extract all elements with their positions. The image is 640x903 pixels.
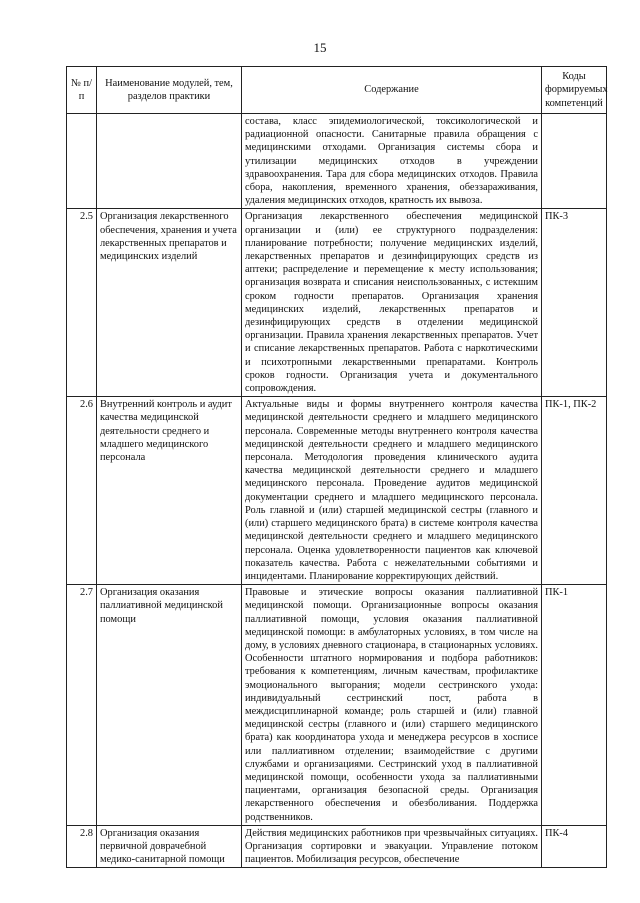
row-num xyxy=(67,114,97,209)
row-codes: ПК-1 xyxy=(542,585,607,826)
table-row xyxy=(67,209,607,397)
row-name xyxy=(97,114,242,209)
table-row xyxy=(67,585,607,826)
header-content: Содержание xyxy=(242,67,542,114)
table-row xyxy=(67,825,607,868)
row-codes xyxy=(542,114,607,209)
row-name: Внутренний контроль и аудит качества медицинской деятельности среднего и младшего медицинского персонала xyxy=(97,397,242,585)
header-codes: Коды формируемых компетенций xyxy=(542,67,607,114)
row-content: Организация лекарственного обеспечения медицинской организации и (или) ее структурного подразделения: планирование потребности; получение медицинских изделий, лекарственных препаратов и дезинфицирующих средств из аптеки; распределение и перемещение к месту использования; организация возврата и списания неиспользованных, с истекшим сроком годности препаратов. Организация хранения медицинских изделий, лекарственных препаратов и дезинфицирующих средств в отделении медицинской организации. Правила хранения лекарственных препаратов. Учет и списание лекарственных препаратов. Работа с наркотическими и психотропными лекарственными препаратами. Контроль сроков годности. Организация учета и документального сопровождения. xyxy=(242,209,542,397)
row-name: Организация лекарственного обеспечения, хранения и учета лекарственных препаратов и медицинских изделий xyxy=(97,209,242,397)
row-content: Правовые и этические вопросы оказания паллиативной медицинской помощи. Организационные вопросы оказания паллиативной помощи, условия оказания паллиативной медицинской помощи: в амбулаторных условиях, в том числе на дому, в условиях дневного стационара, в стационарных условиях. Особенности штатного нормирования и подбора работников: требования к компетенциям, личным качествам, профилактике эмоционального выгорания; модели сестринского ухода: индивидуальный сестринский пост, работа в междисциплинарной команде; роль старшей и (или) главной медицинской сестры (главного и (или) старшего медицинского брата) как координатора ухода и менеджера ресурсов в хосписе или паллиативном отделении; взаимодействие с другими службами и организациями. Сестринский уход в паллиативной медицинской помощи, особенности ухода за паллиативными пациентами, организация безопасной среды. Организация лекарственного обеспечения и обезболивания. Поддержка родственников. xyxy=(242,585,542,826)
row-num: 2.8 xyxy=(67,825,97,868)
row-codes: ПК-3 xyxy=(542,209,607,397)
curriculum-table xyxy=(66,66,607,868)
header-num: № п/п xyxy=(67,67,97,114)
table-row xyxy=(67,397,607,585)
header-name: Наименование модулей, тем, разделов практики xyxy=(97,67,242,114)
row-codes: ПК-4 xyxy=(542,825,607,868)
table-header-row xyxy=(67,67,607,114)
row-content: Актуальные виды и формы внутреннего контроля качества медицинской деятельности среднего и младшего медицинского персонала. Современные методы внутреннего контроля качества медицинской деятельности среднего и младшего медицинского персонала. Методология проведения клинического аудита качества медицинской деятельности среднего и младшего медицинского персонала. Проведение аудитов медицинской документации среднего и младшего медицинского персонала. Роль главной и (или) старшей медицинской сестры (главного и (или) старшего медицинского брата) в системе контроля качества медицинской деятельности среднего и младшего медицинского персонала. Оценка удовлетворенности пациентов как ключевой показатель качества. Работа с нежелательными событиями и инцидентами. Планирование корректирующих действий. xyxy=(242,397,542,585)
row-name: Организация оказания паллиативной медицинской помощи xyxy=(97,585,242,826)
page-number: 15 xyxy=(313,40,327,55)
row-content: состава, класс эпидемиологической, токсикологической и радиационной опасности. Санитарные правила обращения с медицинскими отходами. Организация системы сбора и утилизации медицинских отходов в учреждении здравоохранения. Тара для сбора медицинских отходов. Правила сбора, накопления, временного хранения, обеззараживания, удаления медицинских отходов, кратность их вывоза. xyxy=(242,114,542,209)
row-num: 2.5 xyxy=(67,209,97,397)
row-num: 2.6 xyxy=(67,397,97,585)
table-row xyxy=(67,114,607,209)
row-name: Организация оказания первичной доврачебной медико-санитарной помощи xyxy=(97,825,242,868)
row-codes: ПК-1, ПК-2 xyxy=(542,397,607,585)
row-num: 2.7 xyxy=(67,585,97,826)
row-content: Действия медицинских работников при чрезвычайных ситуациях. Организация сортировки и эвакуации. Управление потоком пациентов. Мобилизация ресурсов, обеспечение xyxy=(242,825,542,868)
